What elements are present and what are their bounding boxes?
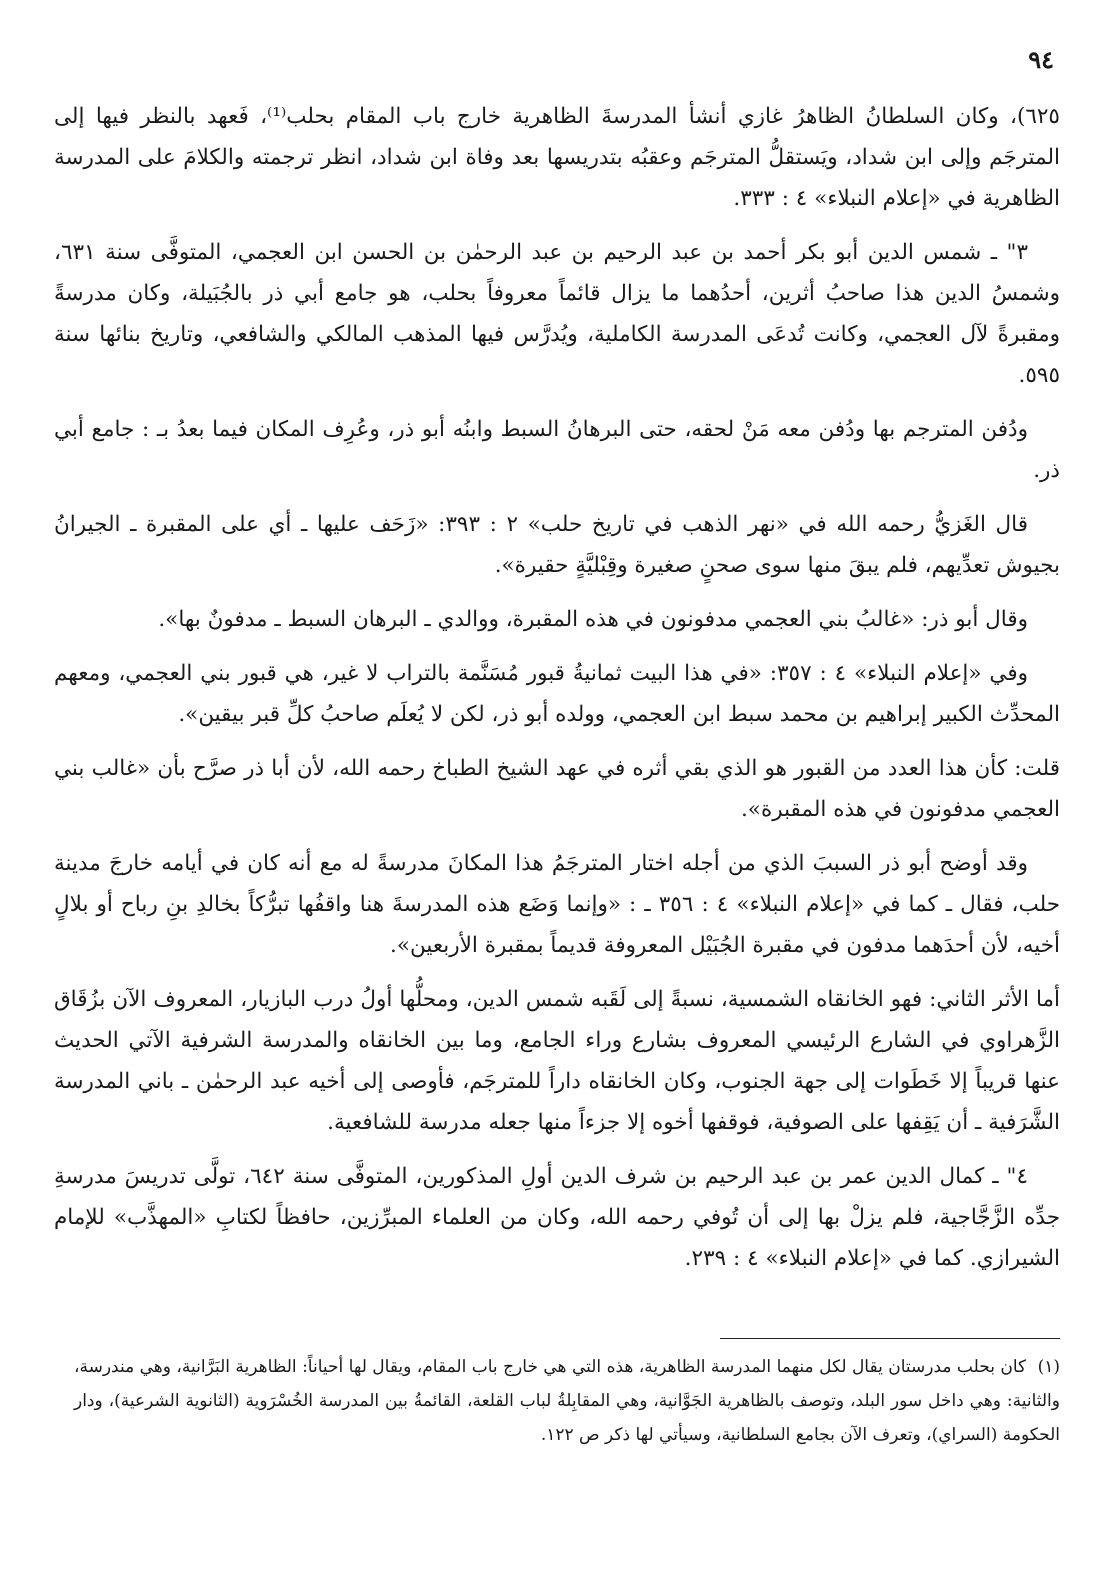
footnote-1 xyxy=(74,1350,1060,1452)
paragraph-ghazzi-quote: قال الغَزيُّ رحمه الله في «نهر الذهب في تاريخ حلب» ٢ : ٣٩٣: «زَحَف عليها ـ أي على المقبرة ـ الجيرانُ بجيوش تعدِّيهم، فلم يبقَ منها سوى صحنٍ صغيرة وقِبْليَّةٍ حقيرة». xyxy=(54,512,1060,578)
main-text xyxy=(54,96,1060,1292)
paragraph-comment: قلت: كأن هذا العدد من القبور هو الذي بقي أثره في عهد الشيخ الطباخ رحمه الله، لأن أبا ذر صرَّح بأن «غالب بني العجمي مدفونون في هذه المقبرة». xyxy=(54,756,1060,822)
paragraph-second-monument: أما الأثر الثاني: فهو الخانقاه الشمسية، نسبةً إلى لَقَبه شمس الدين، ومحلُّها أولُ درب البازيار، المعروف الآن بزُقَاق الزَّهراوي في الشارع الرئيسي المعروف بشارع وراء الجامع، وما بين الخانقاه والمدرسة الشرفية الآتي الحديث عنها قريباً إلا خَطَوات إلى جهة الجنوب، وكان الخانقاه داراً للمترجَم، فأوصى إلى أخيه عبد الرحمٰن ـ باني المدرسة الشَّرَفية ـ أن يَقِفها على الصوفية، فوقفها أخوه إلا جزءاً منها جعله مدرسة للشافعية. xyxy=(54,987,1060,1135)
paragraph-burial: ودُفن المترجم بها ودُفن معه مَنْ لحقه، حتى البرهانُ السبط وابنُه أبو ذر، وعُرِف المكان فيما بعدُ بـ : جامع أبي ذر. xyxy=(54,417,1060,483)
footnote-marker: (١) xyxy=(1037,1357,1061,1377)
paragraph-ilam-quote: وفي «إعلام النبلاء» ٤ : ٣٥٧: «في هذا البيت ثمانيةُ قبور مُسَنَّمة بالتراب لا غير، هي قبور بني العجمي، ومعهم المحدِّث الكبير إبراهيم بن محمد سبط ابن العجمي، وولده أبو ذر، لكن لا يُعلَم صاحبُ كلِّ قبر بيقين». xyxy=(54,661,1060,727)
paragraph-abu-dharr-quote: وقال أبو ذر: «غالبُ بني العجمي مدفونون في هذه المقبرة، ووالدي ـ البرهان السبط ـ مدفونٌ بها». xyxy=(158,607,1028,632)
page-number: ٩٤ xyxy=(1028,45,1054,74)
paragraph-reason: وقد أوضح أبو ذر السببَ الذي من أجله اختار المترجَمُ هذا المكانَ مدرسةً له مع أنه كان في أيامه خارجَ مدينة حلب، فقال ـ كما في «إعلام النبلاء» ٤ : ٣٥٦ ـ : «وإنما وَضَع هذه المدرسةَ هنا واقفُها تبرُّكاً بخالدِ بنِ رباح أو بلالٍ أخيه، لأن أحدَهما مدفون في مقبرة الجُبَيْل المعروفة قديماً بمقبرة الأربعين». xyxy=(54,851,1060,958)
paragraph-entry-4: ٤" ـ كمال الدين عمر بن عبد الرحيم بن شرف الدين أولِ المذكورين، المتوفَّى سنة ٦٤٢، تولَّى تدريسَ مدرسةِ جدِّه الزَّجَّاجية، فلم يزلْ بها إلى أن تُوفي رحمه الله، وكان من العلماء المبرِّزين، حافظاً لكتابِ «المهذَّب» للإمام الشيرازي. كما في «إعلام النبلاء» ٤ : ٢٣٩. xyxy=(54,1164,1060,1271)
document-page xyxy=(40,0,1068,1579)
footnotes xyxy=(74,1350,1060,1452)
footnote-divider xyxy=(720,1338,1060,1339)
footnote-text: كان بحلب مدرستان يقال لكل منهما المدرسة الظاهرية، هذه التي هي خارج باب المقام، ويقال لها أحياناً: الظاهرية البَرَّانية، وهي مندرسة، والثانية: وهي داخل سور البلد، وتوصف بالظاهرية الجَوَّانية، وهي المقابِلةُ لباب القلعة، القائمةُ بين المدرسة الخُسْرَوية (الثانوية الشرعية)، ودار الحكومة (السراي)، وتعرف الآن بجامع السلطانية، وسيأتي لها ذكر ص ١٢٢. xyxy=(74,1357,1060,1445)
paragraph-entry-3: ٣" ـ شمس الدين أبو بكر أحمد بن عبد الرحيم بن عبد الرحمٰن بن الحسن ابن العجمي، المتوفَّى سنة ٦٣١، وشمسُ الدين هذا صاحبُ أثرين، أحدُهما ما يزال قائماً معروفاً بحلب، هو جامع أبي ذر بالجُبَيلة، وكان مدرسةً ومقبرةً لآل العجمي، وكانت تُدعَى المدرسة الكاملية، ويُدرَّس فيها المذهب المالكي والشافعي، وتاريخ بنائها سنة ٥٩٥. xyxy=(54,240,1060,388)
paragraph-continuation: ٦٢٥)، وكان السلطانُ الظاهرُ غازي أنشأ المدرسةَ الظاهرية خارج باب المقام بحلب⁽¹⁾، فَعهد بالنظر فيها إلى المترجَم وإلى ابن شداد، ويَستقلُّ المترجَم وعقبُه بتدريسها بعد وفاة ابن شداد، انظر ترجمته والكلامَ على المدرسة الظاهرية في «إعلام النبلاء» ٤ : ٣٣٣. xyxy=(54,104,1060,211)
